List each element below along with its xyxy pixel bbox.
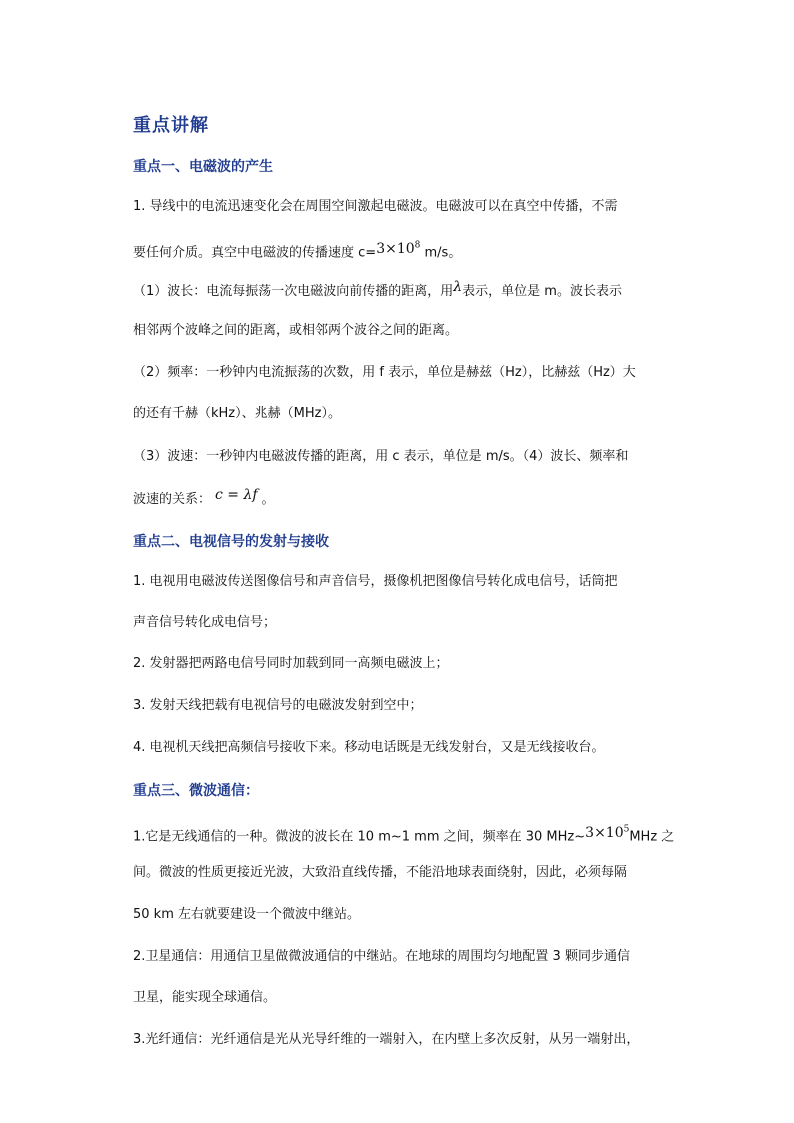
line-text: MHz 之 [629, 829, 675, 845]
paragraph-line [133, 405, 341, 423]
line-text: 表示，单位是 m。波长表示 [462, 284, 622, 299]
lambda-symbol: λ [453, 279, 463, 295]
line-text: 间。微波的性质更接近光波，大致沿直线传播，不能沿地球表面绕射，因此，必须每隔 [133, 865, 628, 880]
line-text: （1）波长：电流每振荡一次电磁波向前传播的距离，用 [133, 284, 454, 299]
paragraph-line [133, 864, 627, 882]
paragraph-line [133, 948, 630, 966]
paragraph-line [133, 364, 636, 382]
paragraph-line [133, 739, 605, 757]
line-text: 3.光纤通信：光纤通信是光从光导纤维的一端射入，在内壁上多次反射，从另一端射出， [133, 1032, 640, 1047]
line-text: 要任何介质。真空中电磁波的传播速度 c= [133, 245, 377, 261]
line-text: m/s。 [424, 245, 462, 261]
paragraph-line [133, 1031, 639, 1049]
line-text: 4. 电视机天线把高频信号接收下来。移动电话既是无线发射台，又是无线接收台。 [133, 740, 605, 755]
paragraph-line [133, 279, 622, 301]
paragraph-line [133, 322, 458, 340]
relation-formula: c = λf [215, 487, 258, 503]
section-heading-3: 重点三、微波通信： [133, 783, 259, 799]
paragraph-line [133, 824, 674, 847]
section-heading-2: 重点二、电视信号的发射与接收 [133, 534, 329, 550]
line-text: 1. 导线中的电流迅速变化会在周围空间激起电磁波。电磁波可以在真空中传播，不需 [133, 199, 618, 214]
speed-formula [376, 241, 420, 257]
line-text: 3. 发射天线把载有电视信号的电磁波发射到空中； [133, 698, 423, 713]
paragraph-line [133, 614, 276, 632]
line-text: 卫星，能实现全球通信。 [133, 990, 277, 1005]
line-text: （2）频率：一秒钟内电流振荡的次数，用 f 表示，单位是赫兹（Hz），比赫兹（Hz）大 [133, 365, 636, 380]
paragraph-line [133, 487, 275, 509]
line-text: 2.卫星通信：用通信卫星做微波通信的中继站。在地球的周围均匀地配置 3 颗同步通信 [133, 949, 630, 964]
paragraph-line [133, 573, 618, 591]
line-text: 1. 电视用电磁波传送图像信号和声音信号，摄像机把图像信号转化成电信号，话筒把 [133, 574, 618, 589]
speed-exponent: 8 [414, 240, 421, 250]
frequency-exponent: 5 [623, 824, 630, 834]
paragraph-line [133, 240, 461, 263]
line-text: 2. 发射器把两路电信号同时加载到同一高频电磁波上； [133, 656, 449, 671]
paragraph-line [133, 989, 276, 1007]
frequency-formula [585, 825, 629, 841]
page-title: 重点讲解 [133, 115, 209, 136]
paragraph-line [133, 655, 449, 673]
line-text: 50 km 左右就要建设一个微波中继站。 [133, 907, 360, 922]
line-text: 相邻两个波峰之间的距离，或相邻两个波谷之间的距离。 [133, 323, 459, 338]
frequency-value: 3×10 [585, 824, 624, 841]
paragraph-line [133, 697, 423, 715]
line-text: （3）波速：一秒钟内电磁波传播的距离，用 c 表示，单位是 m/s。（4）波长、频率和 [133, 449, 629, 464]
section-heading-1: 重点一、电磁波的产生 [133, 159, 273, 175]
line-text: 1.它是无线通信的一种。微波的波长在 10 m~1 mm 之间，频率在 30 MHz~ [133, 829, 586, 845]
speed-value: 3×10 [376, 240, 415, 257]
line-text: 波速的关系： [133, 492, 212, 507]
paragraph-line [133, 448, 628, 466]
line-text: 。 [261, 492, 275, 507]
paragraph-line [133, 906, 360, 924]
paragraph-line [133, 198, 618, 216]
line-text: 的还有千赫（kHz）、兆赫（MHz）。 [133, 406, 341, 421]
line-text: 声音信号转化成电信号； [133, 615, 277, 630]
